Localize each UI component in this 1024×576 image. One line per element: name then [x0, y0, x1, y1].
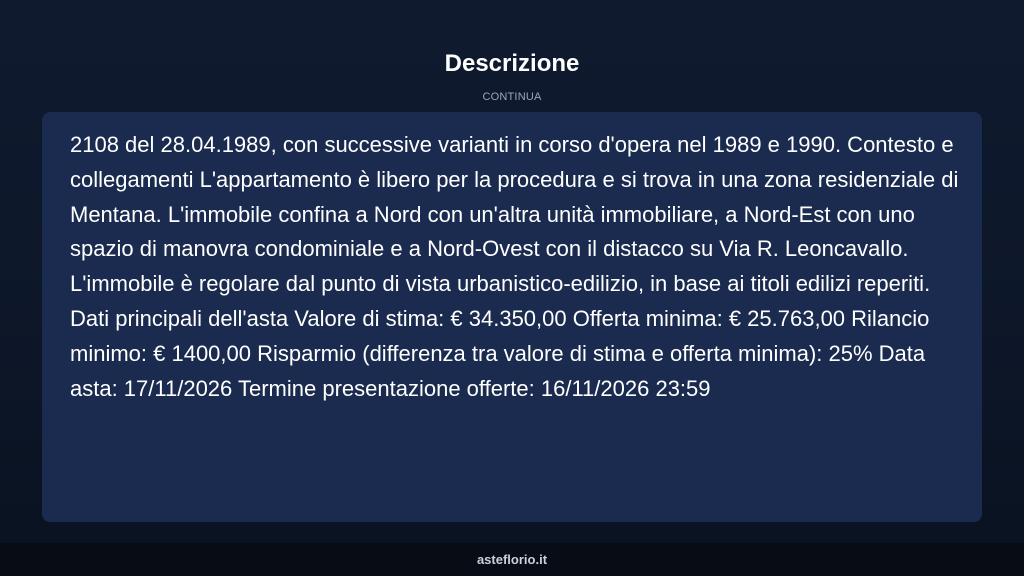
footer-site-name: asteflorio.it	[476, 552, 548, 567]
footer	[0, 543, 1024, 576]
description-text: 2108 del 28.04.1989, con successive varianti in corso d'opera nel 1989 e 1990. Contesto e collegamenti L'appartamento è libero per la procedura e si trova in una zona residenziale di Mentana. L'immobile confina a Nord con un'altra unità immobiliare, a Nord-Est con uno spazio di manovra condominiale e a Nord-Ovest con il distacco su Via R. Leoncavallo. L'immobile è regolare dal punto di vista urbanistico-edilizio, in base ai titoli edilizi reperiti. Dati principali dell'asta Valore di stima: € 34.350,00 Offerta minima: € 25.763,00 Rilancio minimo: € 1400,00 Risparmio (differenza tra valore di stima e offerta minima): 25% Data asta: 17/11/2026 Termine presentazione offerte: 16/11/2026 23:59	[70, 132, 959, 401]
page-title: Descrizione	[444, 50, 580, 77]
header	[0, 0, 1024, 110]
description-card	[42, 112, 982, 522]
continued-label: CONTINUA	[482, 91, 542, 103]
